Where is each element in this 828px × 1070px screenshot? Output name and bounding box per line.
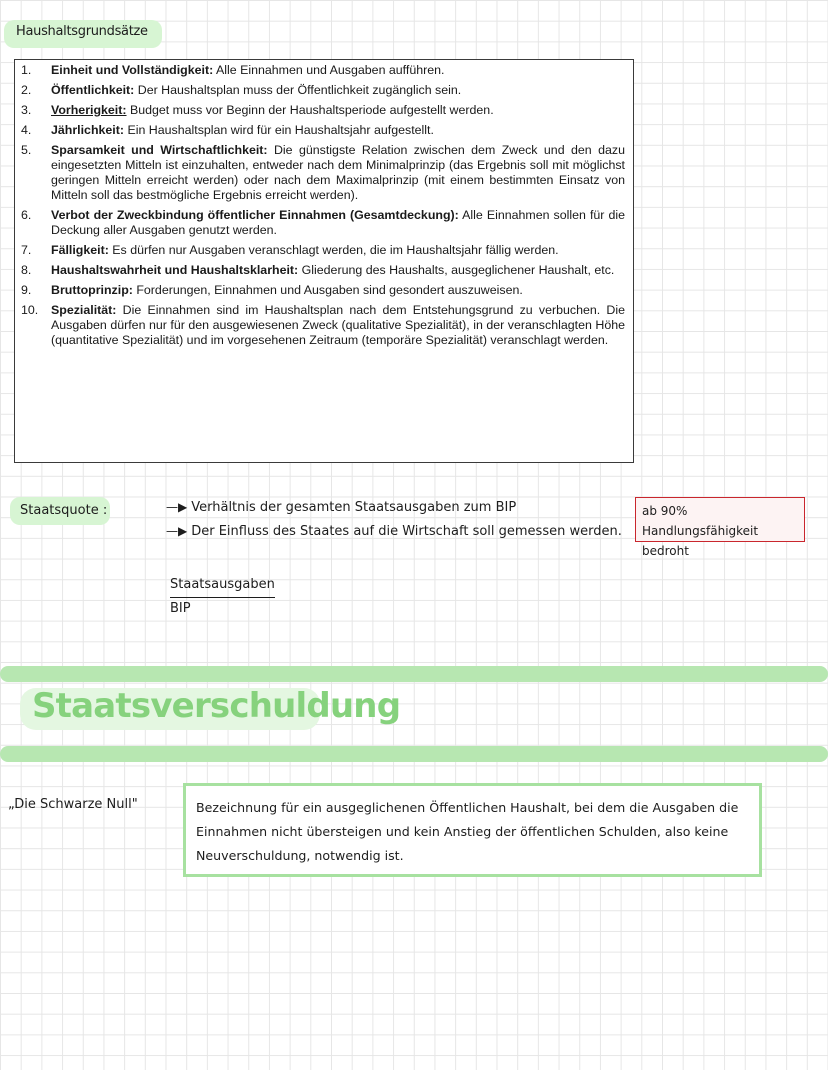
budget-principles-box	[14, 59, 634, 463]
principle-description: Alle Einnahmen und Ausgaben aufführen.	[213, 63, 445, 77]
principle-text	[51, 283, 625, 298]
staatsquote-label: Staatsquote :	[20, 503, 108, 518]
schwarze-null-label: „Die Schwarze Null"	[8, 797, 138, 812]
schwarze-null-definition: Bezeichnung für ein ausgeglichenen Öffentlichen Haushalt, bei dem die Ausgaben die Einnahmen nicht übersteigen und kein Anstieg der öffentlichen Schulden, also keine Neuverschuldung, notwendig ist.	[183, 783, 762, 877]
principle-number: 9.	[21, 283, 32, 297]
principle-term: Einheit und Vollständigkeit:	[51, 63, 214, 77]
principle-term: Vorherigkeit:	[51, 103, 127, 117]
budget-principle-item	[21, 208, 625, 238]
budget-principle-item	[21, 63, 625, 78]
principle-number: 4.	[21, 123, 32, 137]
staatsquote-point-1	[166, 500, 516, 515]
warning-box: ab 90% Handlungsfähigkeit bedroht	[635, 497, 805, 542]
principle-text	[51, 83, 625, 98]
principle-description: Es dürfen nur Ausgaben veranschlagt werden, die im Haushaltsjahr fällig werden.	[108, 243, 559, 257]
budget-principle-item	[21, 103, 625, 118]
budget-principle-item	[21, 263, 625, 278]
principle-description: Gliederung des Haushalts, ausgeglichener Haushalt, etc.	[298, 263, 615, 277]
principle-term: Sparsamkeit und Wirtschaftlichkeit:	[51, 143, 268, 157]
principle-number: 10.	[21, 303, 39, 317]
budget-principle-item	[21, 303, 625, 348]
budget-principle-item	[21, 243, 625, 258]
principle-description: Forderungen, Einnahmen und Ausgaben sind gesondert auszuweisen.	[132, 283, 523, 297]
principle-term: Verbot der Zweckbindung öffentlicher Einnahmen (Gesamtdeckung):	[51, 208, 459, 222]
principle-term: Bruttoprinzip:	[51, 283, 133, 297]
principle-number: 8.	[21, 263, 32, 277]
budget-principle-item	[21, 143, 625, 203]
principle-description: Die günstigste Relation zwischen dem Zweck und den dazu eingesetzten Mitteln ist einzuhalten, entweder nach dem Minimalprinzip (das Ergebnis soll mit möglichst geringen Mitteln erreicht werden) oder nach dem Maximalprinzip (mit einem bestimmten Einsatz von Mitteln soll das bestmögliche Ergebnis erreicht werden).	[51, 143, 625, 202]
principle-text	[51, 63, 625, 78]
heading-band-top	[0, 666, 828, 682]
principle-number: 5.	[21, 143, 32, 157]
budget-principle-item	[21, 83, 625, 98]
heading-band-bottom	[0, 746, 828, 762]
principle-term: Fälligkeit:	[51, 243, 109, 257]
principle-text	[51, 208, 625, 238]
staatsquote-point-text: Der Einfluss des Staates auf die Wirtschaft soll gemessen werden.	[191, 524, 622, 539]
arrow-right-icon: —▶	[166, 524, 188, 538]
principle-description: Alle Einnahmen sollen für die Deckung aller Ausgaben genutzt werden.	[51, 208, 625, 237]
staatsquote-point-text: Verhältnis der gesamten Staatsausgaben zum BIP	[191, 500, 517, 515]
principle-text	[51, 103, 625, 118]
principle-number: 1.	[21, 63, 32, 77]
fraction-denominator: BIP	[170, 601, 191, 616]
fraction-numerator: Staatsausgaben	[170, 574, 275, 598]
budget-principle-item	[21, 123, 625, 138]
staatsquote-point-2	[166, 524, 622, 539]
principle-number: 6.	[21, 208, 32, 222]
principle-description: Der Haushaltsplan muss der Öffentlichkeit zugänglich sein.	[134, 83, 462, 97]
arrow-right-icon: —▶	[166, 500, 188, 514]
principle-description: Die Einnahmen sind im Haushaltsplan nach dem Entstehungsgrund zu verbuchen. Die Ausgaben dürfen nur für den ausgewiesenen Zweck (qualitative Spezialität), in der veranschlagten Höhe (quantitative Spezialität) und im vorgesehenen Zeitraum (temporäre Spezialität) veranschlagt werden.	[51, 303, 625, 347]
principle-term: Öffentlichkeit:	[51, 83, 135, 97]
staatsquote-fraction	[170, 574, 275, 620]
principle-number: 2.	[21, 83, 32, 97]
heading-staatsverschuldung: Staatsverschuldung	[32, 686, 401, 726]
budget-principles-list	[21, 63, 625, 348]
principle-text	[51, 263, 625, 278]
principle-term: Spezialität:	[51, 303, 117, 317]
principle-description: Ein Haushaltsplan wird für ein Haushaltsjahr aufgestellt.	[124, 123, 434, 137]
principle-description: Budget muss vor Beginn der Haushaltsperiode aufgestellt werden.	[126, 103, 494, 117]
principle-text	[51, 243, 625, 258]
principle-number: 7.	[21, 243, 32, 257]
principle-number: 3.	[21, 103, 32, 117]
budget-principle-item	[21, 283, 625, 298]
principle-term: Jährlichkeit:	[51, 123, 124, 137]
section-title: Haushaltsgrundsätze	[16, 24, 148, 39]
principle-text	[51, 123, 625, 138]
principle-text	[51, 143, 625, 203]
principle-term: Haushaltswahrheit und Haushaltsklarheit:	[51, 263, 299, 277]
principle-text	[51, 303, 625, 348]
